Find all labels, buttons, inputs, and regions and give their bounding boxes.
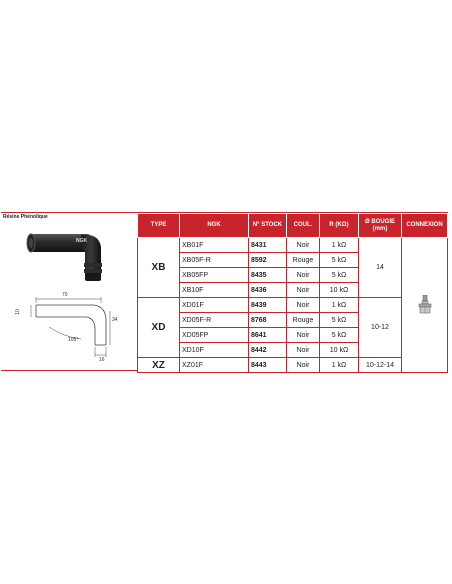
connexion-cell (402, 238, 448, 373)
brand-mark: NGK (76, 238, 88, 244)
r-cell: 5 kΩ (320, 268, 359, 283)
r-cell: 1 kΩ (320, 358, 359, 373)
header-bougie: Ø BOUGIE (mm) (359, 214, 402, 238)
r-cell: 10 kΩ (320, 343, 359, 358)
stock-cell: 8439 (249, 298, 287, 313)
technical-drawing (9, 287, 119, 367)
header-r: R (KΩ) (320, 214, 359, 238)
coul-cell: Noir (287, 238, 320, 253)
ngk-cell: XD05F-R (180, 313, 249, 328)
header-type: TYPE (138, 214, 180, 238)
spark-plug-cap-photo (21, 225, 121, 285)
spec-table (137, 213, 448, 373)
dimension-diameter: 10 (14, 309, 21, 315)
stock-cell: 8641 (249, 328, 287, 343)
type-cell: XZ (138, 358, 180, 373)
stock-cell: 8436 (249, 283, 287, 298)
ngk-cell: XD01F (180, 298, 249, 313)
ngk-cell: XB10F (180, 283, 249, 298)
coul-cell: Noir (287, 343, 320, 358)
r-cell: 5 kΩ (320, 313, 359, 328)
header-stock: N° STOCK (249, 214, 287, 238)
table-row (138, 238, 448, 253)
r-cell: 1 kΩ (320, 238, 359, 253)
r-cell: 5 kΩ (320, 253, 359, 268)
ngk-cell: XB05F-R (180, 253, 249, 268)
ngk-cell: XB05FP (180, 268, 249, 283)
ngk-cell: XB01F (180, 238, 249, 253)
stock-cell: 8442 (249, 343, 287, 358)
material-caption: Résine Phénolique (3, 214, 48, 220)
header-ngk: NGK (180, 214, 249, 238)
header-coul: COUL. (287, 214, 320, 238)
type-cell: XB (138, 238, 180, 298)
coul-cell: Noir (287, 283, 320, 298)
coul-cell: Noir (287, 298, 320, 313)
dimension-length: 70 (62, 292, 68, 298)
stock-cell: 8592 (249, 253, 287, 268)
dimension-tip: 16 (99, 357, 105, 363)
stock-cell: 8443 (249, 358, 287, 373)
table-row (138, 298, 448, 313)
product-figure (1, 213, 136, 370)
r-cell: 5 kΩ (320, 328, 359, 343)
coul-cell: Noir (287, 328, 320, 343)
table-header-row (138, 214, 448, 238)
coul-cell: Rouge (287, 313, 320, 328)
ngk-cell: XD10F (180, 343, 249, 358)
stock-cell: 8431 (249, 238, 287, 253)
coul-cell: Rouge (287, 253, 320, 268)
stock-cell: 8768 (249, 313, 287, 328)
header-connexion: CONNEXION (402, 214, 448, 238)
bougie-cell: 10-12-14 (359, 358, 402, 373)
stock-cell: 8435 (249, 268, 287, 283)
coul-cell: Noir (287, 358, 320, 373)
ngk-cell: XZ01F (180, 358, 249, 373)
bougie-cell: 14 (359, 238, 402, 298)
bougie-cell: 10-12 (359, 298, 402, 358)
table-row (138, 358, 448, 373)
dimension-angle: 105° (68, 337, 79, 343)
terminal-nut-icon (418, 295, 432, 315)
dimension-height: 34 (112, 317, 118, 323)
r-cell: 10 kΩ (320, 283, 359, 298)
type-cell: XD (138, 298, 180, 358)
coul-cell: Noir (287, 268, 320, 283)
ngk-cell: XD05FP (180, 328, 249, 343)
r-cell: 1 kΩ (320, 298, 359, 313)
